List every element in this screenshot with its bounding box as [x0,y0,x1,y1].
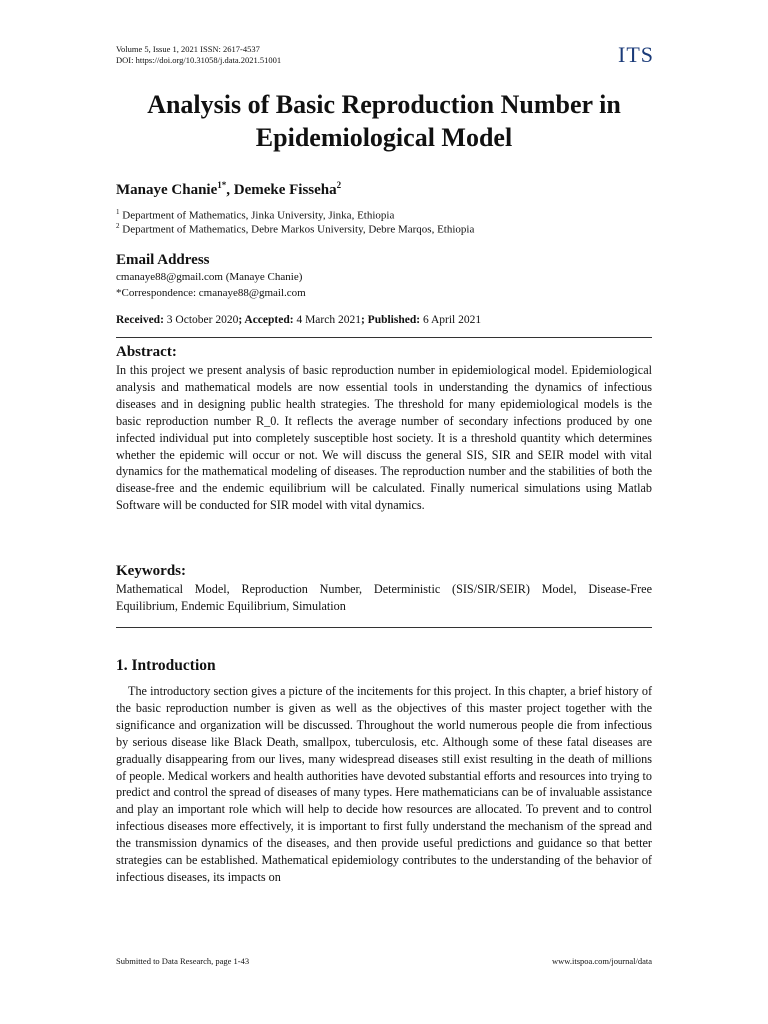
keywords-text: Mathematical Model, Reproduction Number, Deterministic (SIS/SIR/SEIR) Model, Disease-Free Equilibrium, Endemic Equilibrium, Simulation [116,582,652,613]
footer-submission: Submitted to Data Research, page 1-43 [116,956,250,966]
title-line-1: Analysis of Basic Reproduction Number in [147,90,621,119]
volume-line: Volume 5, Issue 1, 2021 ISSN: 2617-4537 [116,44,260,54]
affiliation-text: Department of Mathematics, Debre Markos University, Debre Marqos, Ethiopia [119,223,475,236]
affiliation [116,208,394,222]
abstract-heading: Abstract: [116,344,177,360]
email-heading: Email Address [116,252,210,268]
accepted-label: ; Accepted: [238,314,294,326]
journal-logo: ITS [618,42,654,67]
footer-url[interactable]: www.itspoa.com/journal/data [551,956,652,966]
journal-meta [116,44,281,66]
author-list [116,180,341,199]
affiliation-mark: 2 [116,222,120,230]
divider [116,337,652,338]
received-label: Received: [116,314,164,326]
email-line[interactable]: cmanaye88@gmail.com (Manaye Chanie) [116,271,303,283]
doi-link[interactable]: DOI: https://doi.org/10.31058/j.data.2021.51001 [116,55,282,65]
author-separator: , [226,182,234,198]
abstract-text: In this project we present analysis of basic reproduction number in epidemiological model. Epidemiological analysis and mathematical models are now essential tools in understanding the dynamics of infectious diseases and in designing public health strategies. The threshold for many epidemiological models is the basic reproduction number R_0. It reflects the average number of secondary infections produced by one infected individual put into completely susceptible host society. It is a threshold quantity which determines whether the epidemic will occur or not. We will discuss the general SIS, SIR and SEIR model with vital dynamics for the mathematical modeling of diseases. The reproduction number and the stabilities of both the disease-free and the endemic equilibrium will be calculated. Finally numerical simulations using Matlab Software will be conducted for SIR model with vital dynamics. [116,363,652,513]
author-name: Manaye Chanie [116,182,218,198]
title-line-2: Epidemiological Model [255,123,513,152]
publication-dates [116,314,481,326]
author-affil-mark: 1* [217,180,227,190]
divider [116,627,652,628]
paper-title [100,88,668,154]
author-name: Demeke Fisseha [233,182,337,198]
keywords-heading: Keywords: [116,563,186,579]
published-date: 6 April 2021 [420,314,482,326]
affiliation-mark: 1 [116,208,120,216]
section-heading-introduction: 1. Introduction [116,657,216,674]
published-label: ; Published: [360,314,421,326]
introduction-text: The introductory section gives a picture of the incitements for this project. In this chapter, a brief history of the basic reproduction number is given as well as the objectives of this master project together with the significance and organization will be discussed. Throughout the world numerous people die from infectious by serious disease like Black Death, smallpox, tuberculosis, etc. Although some of these fatal diseases are gradually disappearing from our lives, many widespread diseases still exist resulting in the death of millions of people. Medical workers and health authorities have devoted substantial efforts and resources into trying to predict and control the spread of diseases of many types. Here mathematicians can be of invaluable assistance and play an important role which will help to decide how resources are allocated. To prevent and to control infectious diseases more effectively, it is important to first fully understand the mechanism of the spread and the transmission dynamics of the diseases, and then provide useful predictions and guidance so that better strategies can be established. Mathematical epidemiology contributes to the understanding of the behavior of infectious diseases, its impacts on [116,684,652,884]
received-date: 3 October 2020 [163,314,239,326]
affiliation-text: Department of Mathematics, Jinka University, Jinka, Ethiopia [119,209,395,222]
affiliation [116,222,474,236]
accepted-date: 4 March 2021 [293,314,361,326]
correspondence-line[interactable]: *Correspondence: cmanaye88@gmail.com [116,287,306,299]
author-affil-mark: 2 [336,180,342,190]
